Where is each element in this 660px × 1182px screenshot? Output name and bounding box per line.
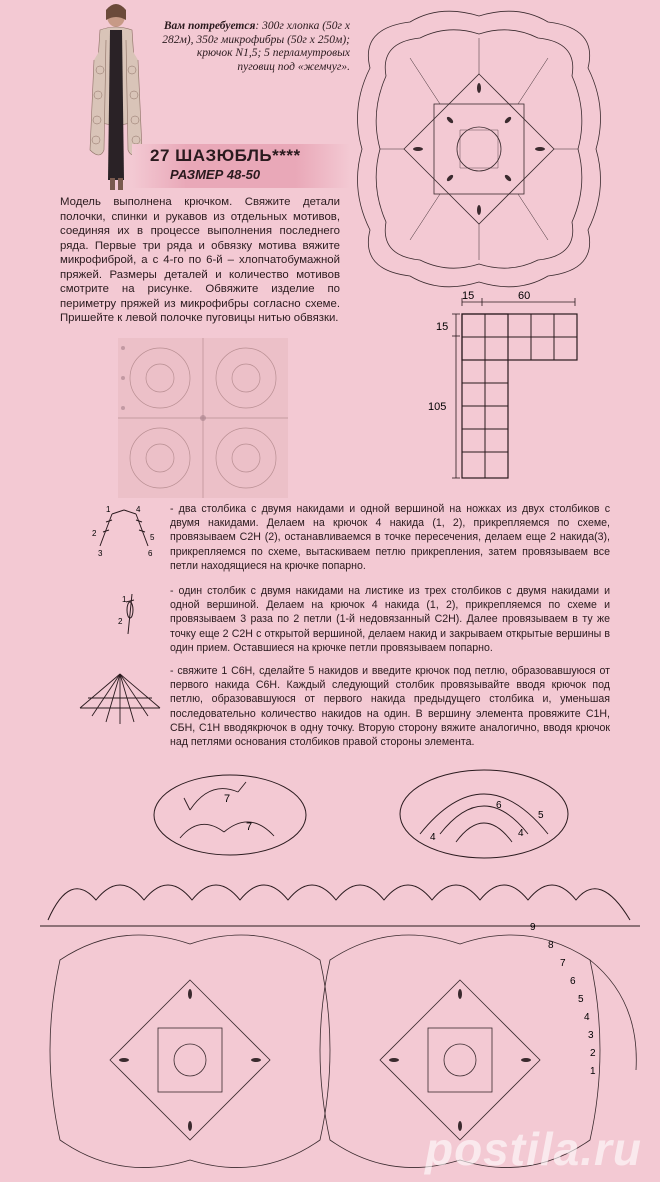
detail-right-label-1: 4 <box>430 832 436 843</box>
detail-right-label-4: 5 <box>538 810 544 821</box>
motif-row-label-9: 9 <box>530 922 536 933</box>
description-text: Модель выполнена крючком. Свяжите детали полочки, спинки и рукавов из отдельных мотивов, соединяя их в процессе выполнения последнего ряда. Первые три ряда и обвязку мотива вяжите микрофиброй, а с 4-го по 6-й – хлопчатобумажной пряжей. Размеры деталей и количество мотивов смотрите на рисунке. Обвяжите изделие по периметру пряжей из микрофибры согласно схеме. Пришейте к левой полочке пуговицы нитью обвязки. <box>60 196 340 324</box>
motif-row-label-4: 4 <box>584 1012 590 1023</box>
detail-right-label-2: 6 <box>496 800 502 811</box>
size-label: РАЗМЕР 48-50 <box>170 167 261 182</box>
symbol-3-diagram <box>76 668 166 728</box>
sym1-label-4: 4 <box>136 506 141 514</box>
materials-label: Вам потребуется <box>163 20 256 32</box>
materials-body: : 300г хлопка (50г х 282м), 350г микрофибры (50г х 250м); крючок N1,5; 5 перламутровых пуговиц под «жемчуг». <box>162 20 350 73</box>
chart-label-top-right: 60 <box>518 290 531 302</box>
symbol-1-diagram <box>84 506 164 562</box>
sym1-label-3: 3 <box>98 549 103 558</box>
motif-row-label-2: 2 <box>590 1048 596 1059</box>
sym2-label-2: 2 <box>118 617 123 626</box>
instruction-2: - один столбик с двумя накидами на листике из трех столбиков с двумя накидами и одной вершиной. Делаем на крючок 4 накида (1, 2), прикрепляемся по схеме и провязываем 3 раза по 2 петли (1-й недовязанный С2Н). Далее провязываем в ту же точку еще 2 С2Н с открытой вершиной, делаем накид и закрываем открытые вершины в один прием. Оставшиеся на крючке петли провязываем попарно. <box>170 585 610 654</box>
page-title: 27 ШАЗЮБЛЬ**** <box>150 146 301 165</box>
motif-row-label-7: 7 <box>560 958 566 969</box>
detail-right-label-3: 4 <box>518 828 524 839</box>
motif-row-label-8: 8 <box>548 940 554 951</box>
chart-label-left-top: 15 <box>436 321 449 333</box>
sym1-label-5: 5 <box>150 533 155 542</box>
chart-label-top-left: 15 <box>462 290 475 302</box>
watermark: postila.ru <box>424 1123 642 1175</box>
detail-right <box>396 764 572 864</box>
sym1-label-1: 1 <box>106 506 111 514</box>
motif-row-label-5: 5 <box>578 994 584 1005</box>
sym1-label-6: 6 <box>148 549 153 558</box>
sym2-label-1: 1 <box>122 595 127 604</box>
instruction-3: - свяжите 1 С6Н, сделайте 5 накидов и введите крючок под петлю, образовавшуюся от первого накида С6Н. Каждый следующий столбик провязывайте вводя крючок под петлю, образовавшуюся от первого накида предыдущего столбика и, уменьшая последовательно количество накидов на один. В вершину элемента провяжите С1Н, СБН, С1Н вводякрючок в одну точку. Вторую сторону вяжите аналогично, вводя крючок над петлями основания столбиков правой стороны элемента. <box>170 665 610 749</box>
symbol-2-diagram <box>114 590 144 640</box>
fabric-photo <box>118 338 288 498</box>
detail-left-label-2: 7 <box>246 821 253 833</box>
sym1-label-2: 2 <box>92 529 97 538</box>
motif-row-label-6: 6 <box>570 976 576 987</box>
materials-text <box>160 20 350 74</box>
layout-chart <box>420 290 580 500</box>
detail-left <box>150 770 310 860</box>
detail-left-label-1: 7 <box>224 793 231 805</box>
instruction-1: - два столбика с двумя накидами и одной вершиной на ножках из двух столбиков с двумя накидами. Делаем на крючок 4 накида (1, 2), прикрепляемся по схеме, провязываем С2Н (2), останавливаемся в точке пересечения, делаем еще 2 накида(3), прикрепляемся по схеме, вытаскиваем петлю прикрепления, затем провязываем все петли находящиеся на крючке попарно. <box>170 503 610 572</box>
motif-row-label-3: 3 <box>588 1030 594 1041</box>
chart-label-left-bottom: 105 <box>428 401 447 413</box>
motif-diagram-top <box>350 8 608 290</box>
motif-row-label-1: 1 <box>590 1066 596 1077</box>
